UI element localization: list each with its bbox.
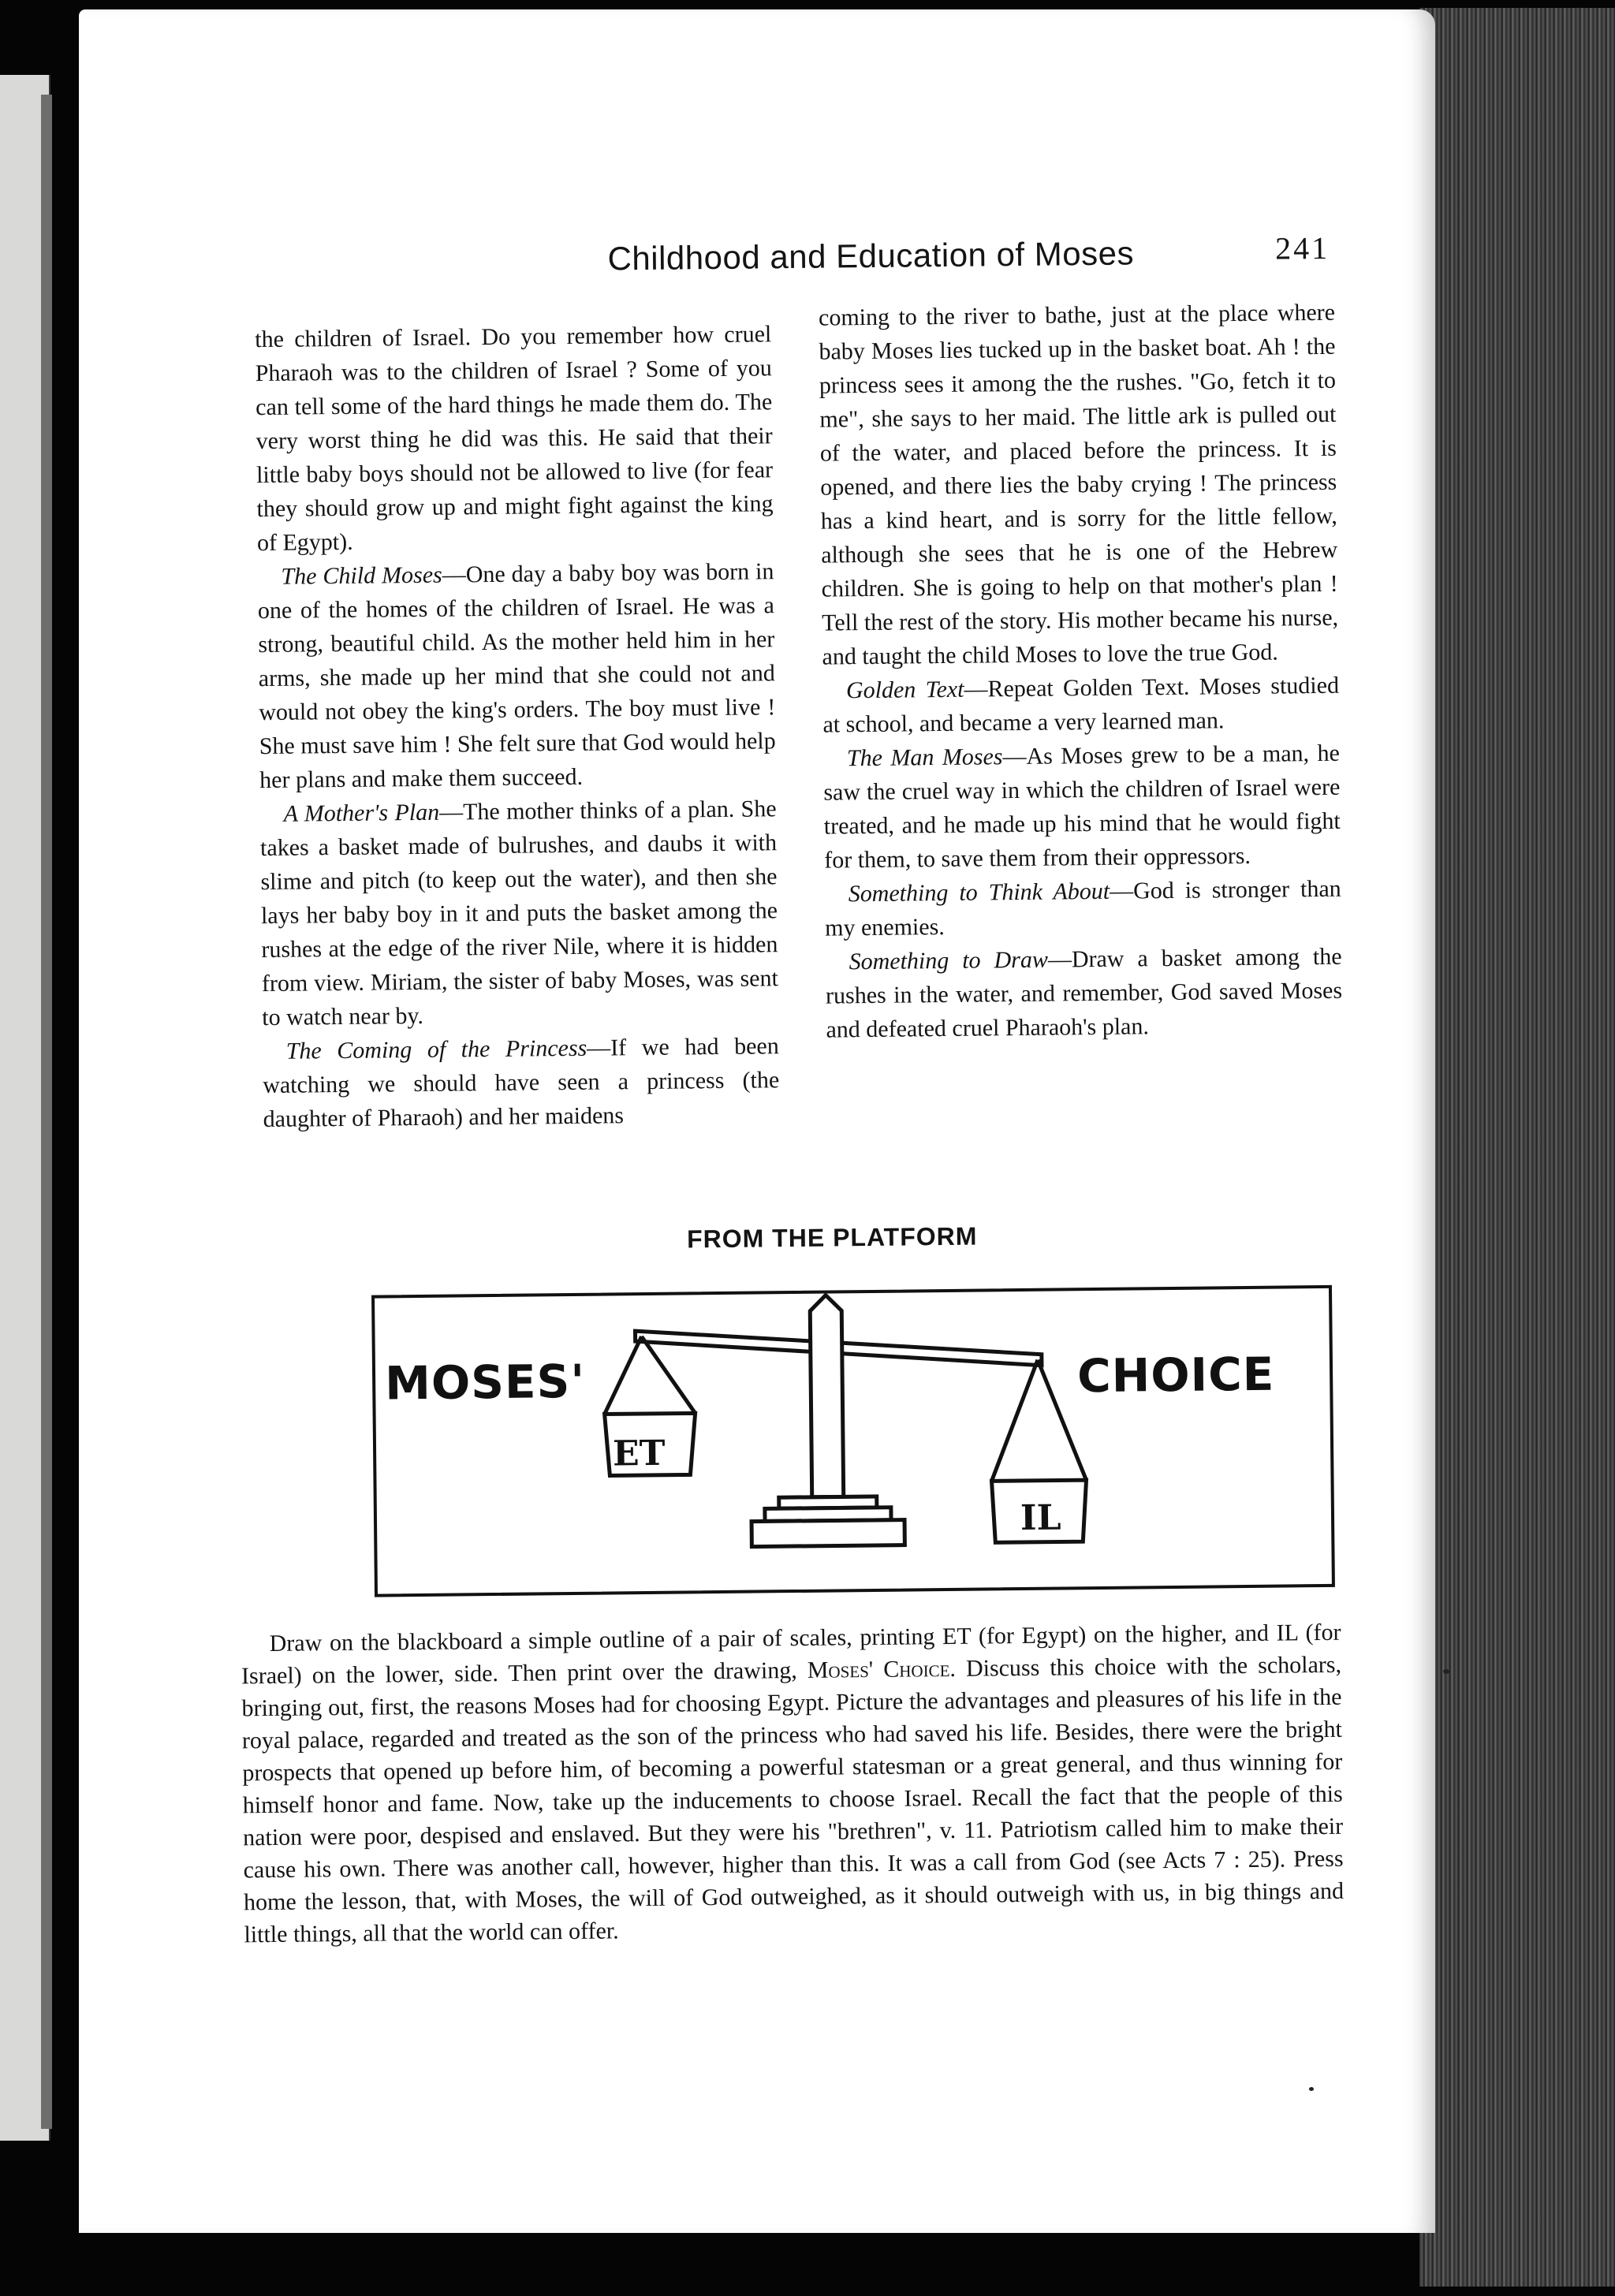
left-pan-cord-1 [604, 1336, 643, 1414]
paragraph-lead: Something to Think About [848, 878, 1110, 908]
paragraph: The Coming of the Princess—If we had been watching we should have seen a princess (the daughter of Pharaoh) and her maidens [263, 1033, 780, 1133]
print-speck [1443, 1669, 1449, 1674]
platform-heading: FROM THE PLATFORM [686, 1221, 978, 1254]
paragraph-lead: Something to Draw [849, 946, 1049, 975]
paragraph-lead: Golden Text [845, 676, 964, 704]
print-speck [1309, 2087, 1314, 2091]
book-page-edges [1419, 8, 1615, 2287]
scale-post [810, 1295, 844, 1496]
book-page [79, 9, 1435, 2233]
explanation-paragraph: Draw on the blackboard a simple outline of a pair of scales, printing ET (for Egypt) on the higher, and IL (for Israel) on the lower, side. Then print over the drawing, Moses' Choice. Discuss this choice with the scholars, bringing out, first, the reasons Moses had for choosing Egypt. Picture the advantages and pleasures of his life in the royal palace, regarded and treated as the son of the princess who had saved his life. Besides, there were the bright prospects that opened up before him, of becoming a powerful statesman or a great general, and thus winning for himself honor and fame. Now, take up the inducements to choose Israel. Recall the fact that the people of this nation were poor, despised and enslaved. But they were his "brethren", v. 11. Patriotism called him to make their cause his own. There was another call, however, higher than this. It was a call from God (see Acts 7 : 25). Press home the lesson, that, with Moses, the will of God outweighed, as it should outweigh with us, in big things and little things, all that the world can offer. [241, 1619, 1345, 1948]
column-left [255, 317, 780, 1136]
adjacent-page-shadow [41, 95, 52, 2129]
paragraph: The Man Moses—As Moses grew to be a man, he saw the cruel way in which the children of Israel were treated, and he made up his mind that he would fight for them, to save them from their oppressors. [823, 740, 1341, 874]
paragraph: Something to Draw—Draw a basket among the rushes in the water, and remember, God saved Moses and defeated cruel Pharaoh's plan. [825, 943, 1343, 1043]
paragraph-lead: A Mother's Plan [283, 799, 440, 827]
paragraph: The Child Moses—One day a baby boy was born in one of the homes of the children of Israel. He was a strong, beautiful child. As the mother held him in her arms, she made up her mind that she could not and would not obey the king's orders. The boy must live ! She must save him ! She felt sure that God would help her plans and make them succeed. [257, 558, 776, 794]
label-israel: IL [1020, 1497, 1061, 1539]
scale-base-bottom [752, 1520, 904, 1547]
paragraph-lead: The Child Moses [281, 561, 442, 590]
paragraph-lead: The Coming of the Princess [285, 1034, 587, 1064]
left-pan-cord-2 [642, 1336, 696, 1414]
paragraph: A Mother's Plan—The mother thinks of a plan. She takes a basket made of bulrushes, and daubs it with slime and pitch (to keep out the water), and then she lays her baby boy in it and puts the basket among the rushes at the edge of the river Nile, where it is hidden from view. Miriam, the sister of baby Moses, was sent to watch near by. [259, 796, 779, 1031]
page-content [175, 229, 1424, 2058]
paragraph: the children of Israel. Do you remember how cruel Pharaoh was to the children of Israel ? Some of you can tell some of the hard things he made them do. The very worst thing he did was this. He said that their little baby boys should not be allowed to live (for fear they should grow up and might fight against the king of Egypt). [255, 321, 774, 557]
page-number: 241 [1274, 229, 1330, 266]
running-head: Childhood and Education of Moses [607, 234, 1135, 278]
scales-drawing [375, 1288, 1332, 1594]
right-pan-cord-1 [990, 1360, 1039, 1482]
word-moses: MOSES' [384, 1354, 586, 1411]
smallcaps-title: Moses' Choice [807, 1655, 950, 1683]
paragraph: Something to Think About—God is stronger than my enemies. [824, 875, 1341, 941]
paragraph: Golden Text—Repeat Golden Text. Moses studied at school, and became a very learned man. [822, 672, 1340, 738]
blackboard-diagram [371, 1285, 1335, 1597]
column-right [819, 296, 1343, 1047]
label-egypt: ET [612, 1433, 666, 1474]
word-choice: CHOICE [1076, 1347, 1275, 1403]
paragraph-lead: The Man Moses [846, 744, 1003, 772]
paragraph: coming to the river to bathe, just at the place where baby Moses lies tucked up in the basket boat. Ah ! the princess sees it among the the rushes. "Go, fetch it to me", she says to her maid. The little ark is pulled out of the water, and placed before the princess. It is opened, and there lies the baby crying ! The princess has a kind heart, and is sorry for the little fellow, although she sees that he is one of the Hebrew children. She is going to help on that mother's plan ! Tell the rest of the story. His mother became his nurse, and taught the child Moses to love the true God. [818, 299, 1339, 670]
